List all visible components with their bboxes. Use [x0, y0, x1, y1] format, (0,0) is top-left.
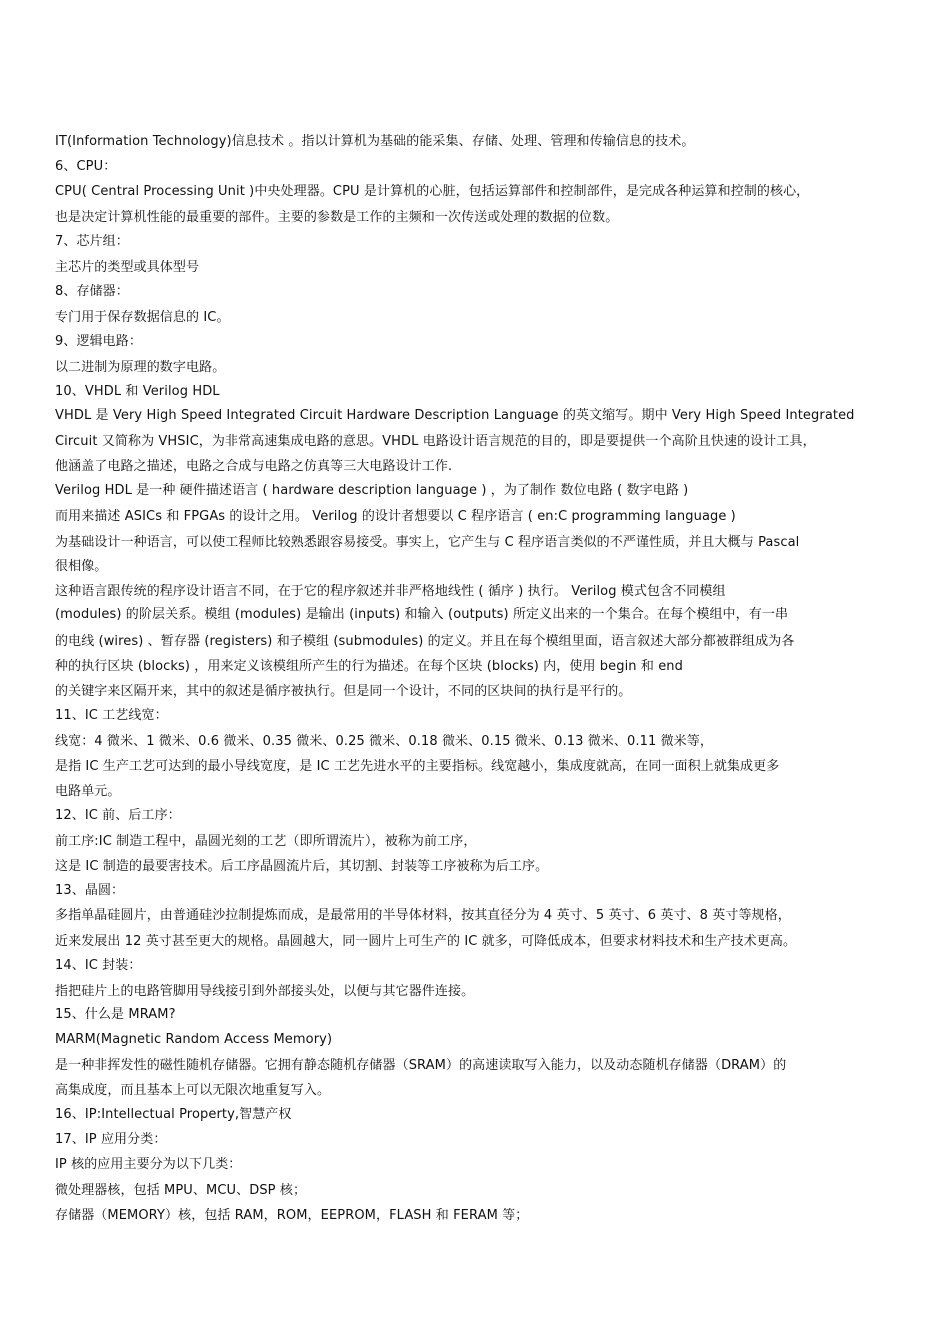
- section-heading: 10、VHDL 和 Verilog HDL: [55, 384, 220, 399]
- section-heading: 9、逻辑电路：: [55, 334, 142, 349]
- text-line: 这是 IC 制造的最要害技术。后工序晶圆流片后，其切割、封装等工序被称为后工序。: [55, 859, 549, 874]
- text-line: 很相像。: [55, 559, 108, 574]
- text-line: 而用来描述 ASICs 和 FPGAs 的设计之用。 Verilog 的设计者想要以 C 程序语言 ( en:C programming language ): [55, 509, 736, 524]
- text-line: 是一种非挥发性的磁性随机存储器。它拥有静态随机存储器（SRAM）的高速读取写入能力，以及动态随机存储器（DRAM）的: [55, 1058, 787, 1073]
- section-heading: 8、存储器：: [55, 284, 129, 299]
- text-line: 以二进制为原理的数字电路。: [55, 360, 226, 375]
- text-line: 也是决定计算机性能的最重要的部件。主要的参数是工作的主频和一次传送或处理的数据的位数。: [55, 210, 619, 225]
- text-line: MARM(Magnetic Random Access Memory): [55, 1032, 333, 1047]
- text-line: 的电线 (wires) 、暂存器 (registers) 和子模组 (submodules) 的定义。并且在每个模组里面，语言叙述大部分都被群组成为各: [55, 634, 795, 649]
- text-line: 线宽：4 微米、1 微米、0.6 微米、0.35 微米、0.25 微米、0.18 微米、0.15 微米、0.13 微米、0.11 微米等，: [55, 734, 713, 749]
- section-heading: 11、IC 工艺线宽：: [55, 708, 168, 723]
- section-heading: 7、芯片组：: [55, 234, 129, 249]
- text-line: 近来发展出 12 英寸甚至更大的规格。晶圆越大，同一圆片上可生产的 IC 就多，可降低成本，但要求材料技术和生产技术更高。: [55, 934, 797, 949]
- text-line: IT(Information Technology)信息技术 。指以计算机为基础的能采集、存储、处理、管理和传输信息的技术。: [55, 134, 695, 149]
- text-line: VHDL 是 Very High Speed Integrated Circuit Hardware Description Language 的英文缩写。期中 Very High Speed Integrated: [55, 408, 855, 423]
- text-line: 为基础设计一种语言，可以使工程师比较熟悉跟容易接受。事实上，它产生与 C 程序语言类似的不严谨性质，并且大概与 Pascal: [55, 535, 800, 550]
- text-line: 这种语言跟传统的程序设计语言不同，在于它的程序叙述并非严格地线性 ( 循序 ) 执行。 Verilog 模式包含不同模组: [55, 584, 726, 599]
- text-line: 主芯片的类型或具体型号: [55, 260, 200, 275]
- section-heading: 6、CPU：: [55, 159, 117, 174]
- section-heading: 14、IC 封装：: [55, 958, 142, 973]
- text-line: 是指 IC 生产工艺可达到的最小导线宽度，是 IC 工艺先进水平的主要指标。线宽越小，集成度就高，在同一面积上就集成更多: [55, 759, 780, 774]
- section-heading: 17、IP 应用分类：: [55, 1132, 167, 1147]
- text-line: Verilog HDL 是一种 硬件描述语言 ( hardware description language ) ，为了制作 数位电路 ( 数字电路 ): [55, 483, 689, 498]
- text-line: 专门用于保存数据信息的 IC。: [55, 310, 230, 325]
- section-heading: 16、IP:Intellectual Property,智慧产权: [55, 1107, 292, 1122]
- text-line: 前工序:IC 制造工程中，晶圆光刻的工艺（即所谓流片），被称为前工序，: [55, 834, 477, 849]
- text-line: 存储器（MEMORY）核，包括 RAM，ROM，EEPROM，FLASH 和 FERAM 等；: [55, 1208, 529, 1223]
- text-line: (modules) 的阶层关系。模组 (modules) 是输出 (inputs) 和输入 (outputs) 所定义出来的一个集合。在每个模组中，有一串: [55, 607, 789, 622]
- text-line: 种的执行区块 (blocks) ，用来定义该模组所产生的行为描述。在每个区块 (blocks) 内，使用 begin 和 end: [55, 659, 683, 674]
- section-heading: 15、什么是 MRAM?: [55, 1007, 176, 1022]
- section-heading: 12、IC 前、后工序：: [55, 808, 181, 823]
- text-line: 微处理器核，包括 MPU、MCU、DSP 核；: [55, 1183, 307, 1198]
- text-line: IP 核的应用主要分为以下几类：: [55, 1157, 242, 1172]
- text-line: 多指单晶硅圆片，由普通硅沙拉制提炼而成，是最常用的半导体材料，按其直径分为 4 英寸、5 英寸、6 英寸、8 英寸等规格，: [55, 908, 791, 923]
- text-line: 高集成度，而且基本上可以无限次地重复写入。: [55, 1083, 331, 1098]
- section-heading: 13、晶圆：: [55, 883, 125, 898]
- text-line: 的关键字来区隔开来，其中的叙述是循序被执行。但是同一个设计，不同的区块间的执行是平行的。: [55, 684, 632, 699]
- text-line: Circuit 又简称为 VHSIC，为非常高速集成电路的意思。VHDL 电路设计语言规范的目的，即是要提供一个高阶且快速的设计工具，: [55, 434, 816, 449]
- text-line: 指把硅片上的电路管脚用导线接引到外部接头处，以便与其它器件连接。: [55, 984, 475, 999]
- text-line: 他涵盖了电路之描述，电路之合成与电路之仿真等三大电路设计工作.: [55, 459, 453, 474]
- text-line: CPU( Central Processing Unit )中央处理器。CPU 是计算机的心脏，包括运算部件和控制部件，是完成各种运算和控制的核心，: [55, 184, 810, 199]
- text-line: 电路单元。: [55, 784, 121, 799]
